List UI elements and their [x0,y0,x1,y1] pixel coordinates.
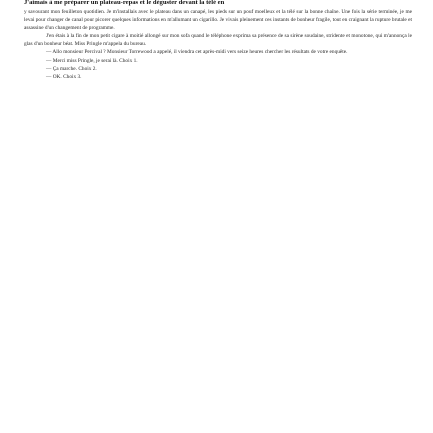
paragraph-3: — Allo monsieur Percival ? Monsieur Torrewood a appelé, il viendra cet après-midi vers seize heures chercher les résultats de votre enquête. [46,49,348,56]
choice-1[interactable]: — Merci miss Pringle, je serai là. Choix 1. [46,57,412,65]
cropped-first-line: J'aimais à me préparer un plateau-repas et le déguster devant la télé en [24,0,225,6]
choice-list [46,57,412,81]
phone-dialogue-text: Allo monsieur Percival ? Monsieur Torrewood a appelé, il viendra cet après-midi vers seize heures chercher les résultats de votre enquête. [52,49,348,56]
choice-2[interactable]: — Ça marche. Choix 2. [46,65,412,73]
paragraph-1: y savourant mon feuilleton quotidien. Je m'installais avec le plateau dans un canapé, les pieds sur un pouf moelleux et la télé sur la bonne chaîne. Une fois la série terminée, je me levai pour changer de canal pour picorer quelques informations en m'allumant un cigarillo. Je vivais pleinement ces instants de bonheur fragile, tout en craignant la rupture brutale et assassine d'un changement de programme. [24,8,412,31]
document-text [24,0,412,81]
paragraph-2: J'en étais à la fin de mon petit cigare à moitié allongé sur mon sofa quand le téléphone exprima sa présence de sa sirène soudaine, stridente et monotone, qui m'annonça le glas d'un bonheur béat. Miss Pringle m'appela du bureau. [24,33,412,48]
choice-3[interactable]: — OK. Choix 3. [46,73,412,81]
